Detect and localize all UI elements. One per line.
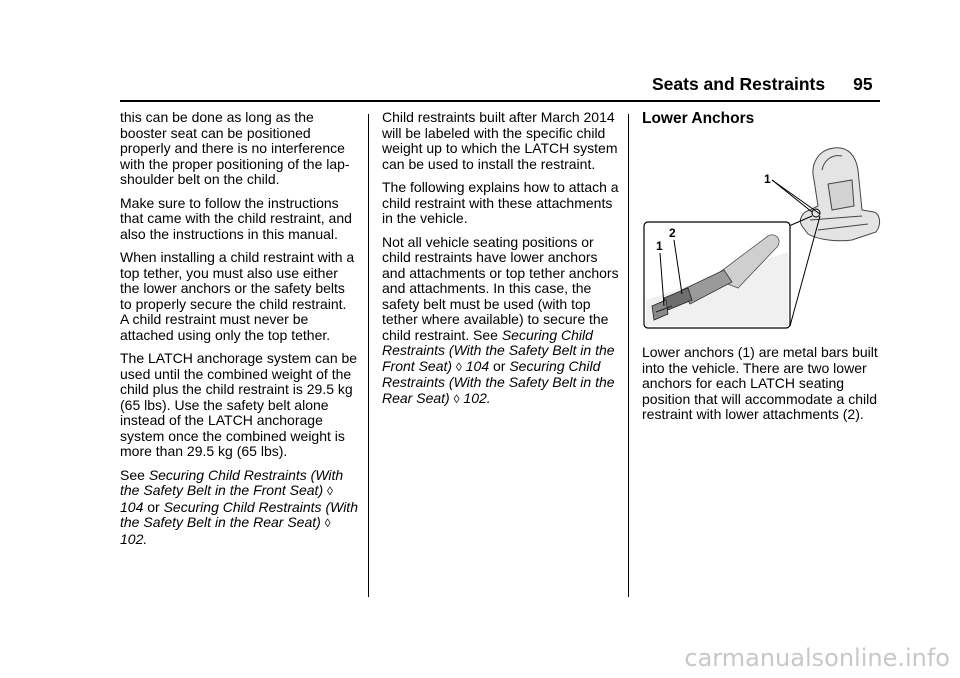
column-divider-1 bbox=[368, 114, 369, 597]
callout-1b-label: 1 bbox=[656, 239, 663, 253]
page-reference-icon: ◊ bbox=[327, 484, 333, 498]
paragraph: this can be done as long as the booster seat can be positioned properly and there is no interference with the proper positioning of the lap-shoulder belt on the child. bbox=[120, 109, 350, 187]
paragraph: Lower anchors (1) are metal bars built into the vehicle. There are two lower anchors for each LATCH seating position that will accommodate a child restraint with lower attachments (2). bbox=[642, 344, 878, 422]
page-reference[interactable]: 102. bbox=[463, 389, 491, 406]
section-title: Lower Anchors bbox=[642, 110, 755, 127]
cross-reference-link[interactable]: Securing Child Restraints (With the Safety Belt in the Front Seat) bbox=[382, 326, 615, 374]
header-title: Seats and Restraints bbox=[652, 74, 826, 94]
see-text: See bbox=[120, 466, 145, 483]
paragraph bbox=[120, 468, 358, 548]
page-reference[interactable]: 102. bbox=[120, 530, 148, 547]
paragraph: The LATCH anchorage system can be used until the combined weight of the child plus the child restraint is 29.5 kg (65 lbs). Use the safety belt alone instead of the LATCH anchorage system once the combined weight is more than 29.5 kg (65 lbs). bbox=[120, 350, 358, 459]
page-number: 95 bbox=[853, 74, 873, 94]
paragraph-text: Not all vehicle seating positions or child restraints have lower anchors and attachments or top tether anchors and attachments. In this case, the safety belt must be used (with top tether where available) to secure the child restraint. See bbox=[382, 233, 619, 343]
cross-reference-link[interactable]: Securing Child Restraints (With the Safety Belt in the Rear Seat) bbox=[120, 498, 358, 530]
page-reference[interactable]: 104 bbox=[120, 498, 144, 515]
paragraph: When installing a child restraint with a top tether, you must also use either the lower anchors or the safety belts to properly secure the child restraint. A child restraint must never be attached using only the top tether. bbox=[120, 249, 355, 343]
lower-anchors-illustration bbox=[642, 140, 882, 332]
paragraph: Make sure to follow the instructions that came with the child restraint, and also the instructions in this manual. bbox=[120, 194, 352, 242]
callout-1-label: 1 bbox=[764, 172, 771, 186]
cross-reference-link[interactable]: Securing Child Restraints (With the Safety Belt in the Rear Seat) bbox=[382, 357, 615, 406]
or-text: or bbox=[493, 357, 506, 374]
header-rule bbox=[120, 100, 880, 102]
column-1 bbox=[120, 110, 358, 555]
car-seat-icon bbox=[800, 148, 879, 241]
page-reference[interactable]: 104 bbox=[465, 357, 490, 374]
column-divider-2 bbox=[628, 114, 629, 597]
column-2 bbox=[382, 110, 620, 415]
paragraph: Child restraints built after March 2014 will be labeled with the specific child weight up to which the LATCH system can be used to install the restraint. bbox=[382, 109, 618, 172]
callout-line bbox=[772, 180, 820, 214]
anchor-detail-box bbox=[644, 222, 790, 328]
cross-reference-link[interactable]: Securing Child Restraints (With the Safety Belt in the Front Seat) bbox=[120, 466, 344, 498]
paragraph bbox=[382, 235, 620, 408]
column-3-text bbox=[642, 345, 880, 423]
page-reference-icon: ◊ bbox=[455, 359, 462, 374]
paragraph: The following explains how to attach a child restraint with these attachments in the vehicle. bbox=[382, 179, 619, 226]
callout-2-label: 2 bbox=[669, 226, 676, 240]
page-reference-icon: ◊ bbox=[453, 391, 460, 406]
or-text: or bbox=[147, 498, 160, 515]
watermark: carmanualsonline.info bbox=[684, 644, 950, 672]
page-header bbox=[652, 74, 873, 95]
page-reference-icon: ◊ bbox=[324, 516, 331, 530]
connector-line bbox=[790, 216, 820, 326]
